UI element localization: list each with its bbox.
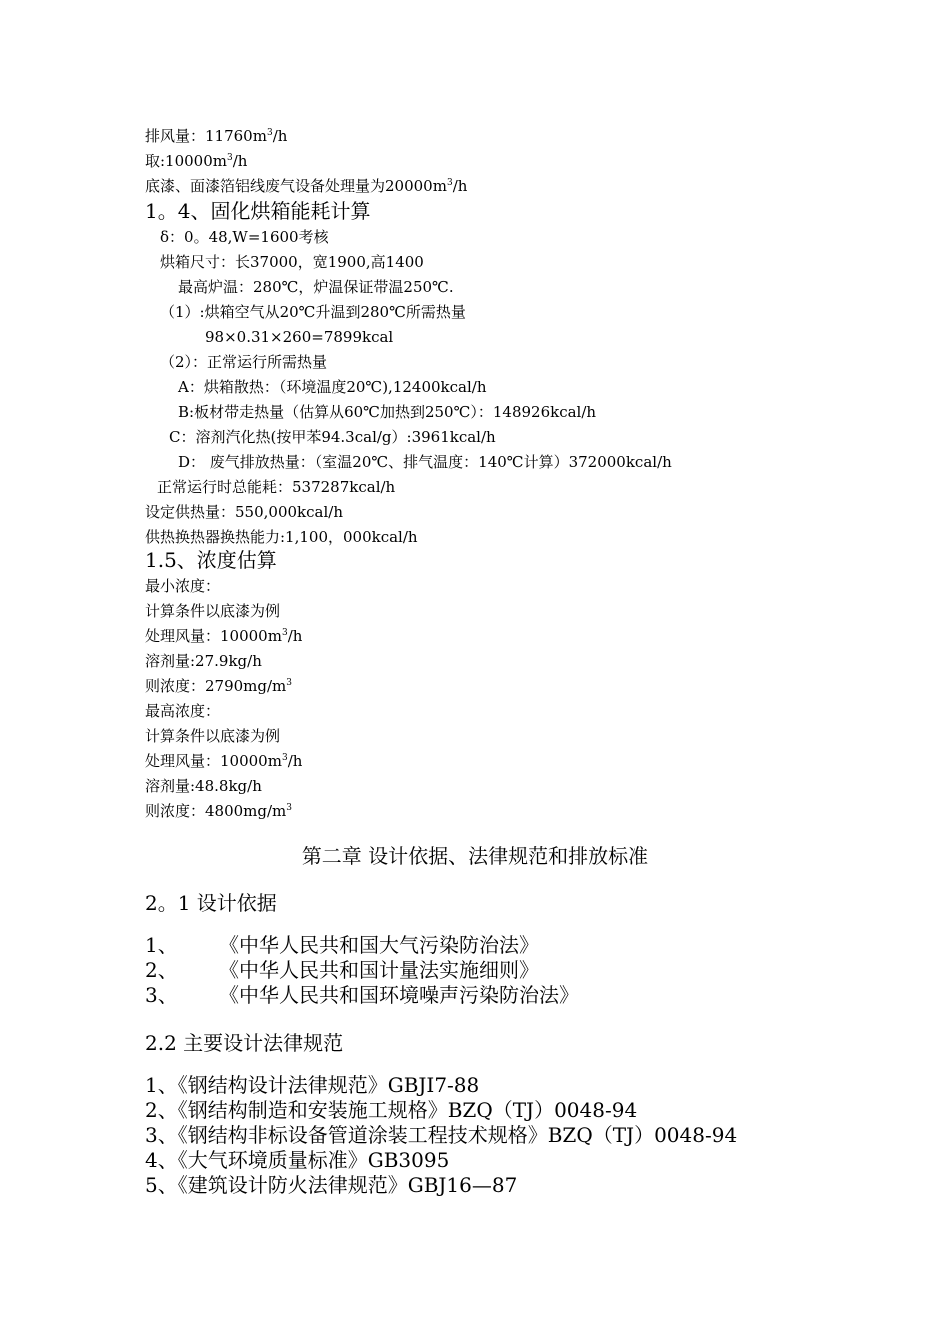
max-airflow: 处理风量：$10000m^3/h$ <box>145 752 303 770</box>
capacity-line: 底漆、面漆箔铝线废气设备处理量为$20000m^3/h$ <box>145 177 468 195</box>
max-label: 最高浓度： <box>145 702 221 720</box>
max-concentration: 则浓度：$4800mg/m^3$ <box>145 802 293 820</box>
text-line: B:板材带走热量（估算从60℃加热到250℃）：148926kcal/h <box>178 403 597 421</box>
text-line: δ：0。48,W=1600考核 <box>160 228 329 246</box>
text-line: 正常运行时总能耗：537287kcal/h <box>157 478 396 496</box>
text-line: A：烘箱散热：（环境温度20℃),12400kcal/h <box>178 378 487 396</box>
chapter-2-title: 第二章 设计依据、法律规范和排放标准 <box>301 844 649 868</box>
min-solvent: 溶剂量:27.9kg/h <box>145 652 262 670</box>
max-condition: 计算条件以底漆为例 <box>145 727 281 745</box>
norms-item: 4、《大气环境质量标准》GB3095 <box>145 1148 450 1172</box>
text-line: 设定供热量：550,000kcal/h <box>145 503 343 521</box>
take-volume-line: 取$:10000m^3/h$ <box>145 152 248 170</box>
text-line: （1）:烘箱空气从20℃升温到280℃所需热量 <box>160 303 466 321</box>
section-1-5-heading: 1.5、浓度估算 <box>145 548 277 572</box>
min-condition: 计算条件以底漆为例 <box>145 602 281 620</box>
norms-heading: 2.2 主要设计法律规范 <box>145 1031 344 1055</box>
norms-item: 1、《钢结构设计法律规范》GBJI7-88 <box>145 1073 480 1097</box>
text-line: 供热换热器换热能力:1,100，000kcal/h <box>145 528 418 546</box>
basis-item: 1、 《中华人民共和国大气污染防治法》 <box>145 933 539 957</box>
text-line: 最高炉温：280℃，炉温保证带温250℃. <box>178 278 454 296</box>
text-line: 98×0.31×260=7899kcal <box>205 328 394 346</box>
exhaust-volume-line: 排风量：$11760m^3/h$ <box>145 127 288 145</box>
basis-item: 3、 《中华人民共和国环境噪声污染防治法》 <box>145 983 579 1007</box>
text-line: 烘箱尺寸：长37000，宽1900,高1400 <box>160 253 424 271</box>
text-line: （2）：正常运行所需热量 <box>160 353 328 371</box>
text-line: C：溶剂汽化热(按甲苯94.3cal/g）:3961kcal/h <box>169 428 496 446</box>
section-1-4-heading: 1。4、固化烘箱能耗计算 <box>145 199 371 223</box>
min-label: 最小浓度： <box>145 577 221 595</box>
max-solvent: 溶剂量:48.8kg/h <box>145 777 262 795</box>
min-airflow: 处理风量：$10000m^3/h$ <box>145 627 303 645</box>
text-line: D： 废气排放热量：（室温20℃、排气温度：140℃计算）372000kcal/h <box>178 453 672 471</box>
basis-heading: 2。1 设计依据 <box>145 891 277 915</box>
norms-item: 3、《钢结构非标设备管道涂装工程技术规格》BZQ（TJ）0048-94 <box>145 1123 738 1147</box>
norms-item: 2、《钢结构制造和安装施工规格》BZQ（TJ）0048-94 <box>145 1098 638 1122</box>
basis-item: 2、 《中华人民共和国计量法实施细则》 <box>145 958 539 982</box>
norms-item: 5、《建筑设计防火法律规范》GBJ16—87 <box>145 1173 518 1197</box>
min-concentration: 则浓度：$2790mg/m^3$ <box>145 677 293 695</box>
